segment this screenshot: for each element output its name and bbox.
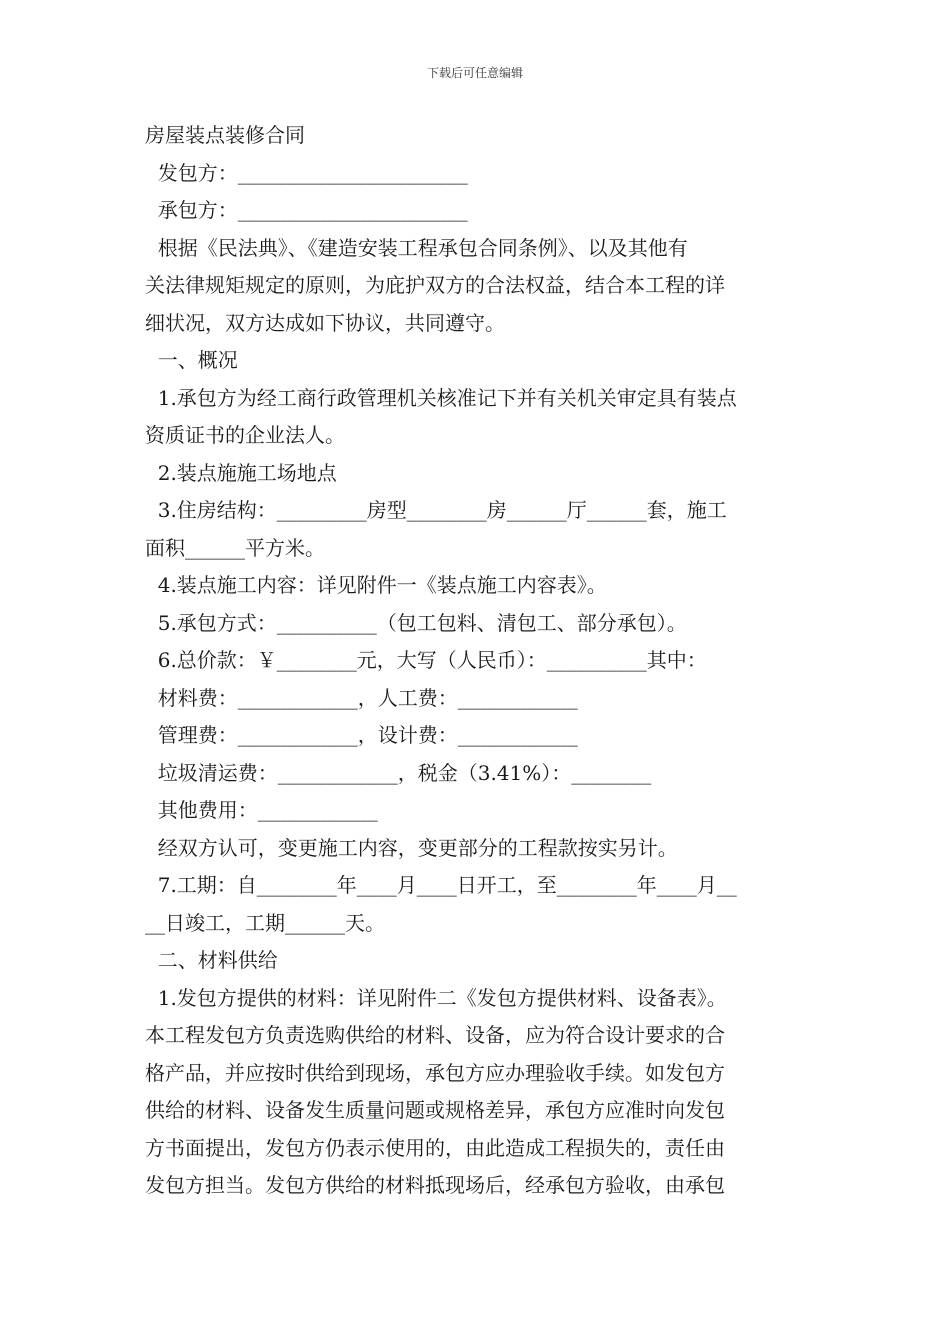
page-header-note: 下载后可任意编辑 [426,66,523,80]
clause-7-line-1: 7.工期：自________年____月____日开工，至________年____月__ [145,873,737,897]
section-heading-overview: 一、概况 [145,348,238,372]
clause-2: 2.装点施施工场地点 [145,460,337,485]
fee-line-materials: 材料费：____________，人工费：____________ [145,685,578,710]
fee-line-management: 管理费：____________，设计费：____________ [145,723,578,747]
clause-3-line-1: 3.住房结构：_________房型________房______厅______套，施工 [145,498,727,522]
contract-title: 房屋装点装修合同 [145,123,305,147]
materials-clause-line-5: 方书面提出，发包方仍表示使用的，由此造成工程损失的，责任由 [145,1135,725,1160]
clause-7-line-2: __日竣工，工期______天。 [145,910,385,935]
materials-clause-line-2: 本工程发包方负责选购供给的材料、设备，应为符合设计要求的合 [145,1023,725,1047]
clause-5: 5.承包方式：__________（包工包料、清包工、部分承包）。 [145,610,687,635]
materials-clause-line-3: 格产品，并应按时供给到现场，承包方应办理验收手续。如发包方 [145,1060,725,1085]
clause-3-line-2: 面积______平方米。 [145,535,325,560]
clause-1-line-2: 资质证书的企业法人。 [145,423,345,447]
materials-clause-line-6: 发包方担当。发包方供给的材料抵现场后，经承包方验收，由承包 [145,1173,725,1197]
contractor-line: 承包方：_______________________ [145,198,468,222]
materials-clause-line-1: 1.发包方提供的材料：详见附件二《发包方提供材料、设备表》。 [145,985,727,1010]
employer-line: 发包方：_______________________ [145,160,468,185]
fee-line-change: 经双方认可，变更施工内容，变更部分的工程款按实另计。 [145,835,678,860]
clause-4: 4.装点施工内容：详见附件一《装点施工内容表》。 [145,573,607,597]
preamble-line-2: 关法律规矩规定的原则，为庇护双方的合法权益，结合本工程的详 [145,273,725,297]
contract-body [145,117,810,1205]
clause-6: 6.总价款：￥________元，大写（人民币）：__________其中： [145,648,707,672]
materials-clause-line-4: 供给的材料、设备发生质量问题或规格差异，承包方应准时向发包 [145,1098,725,1122]
section-heading-materials: 二、材料供给 [145,948,278,972]
preamble-line-1: 根据《民法典》、《建造安装工程承包合同条例》、以及其他有 [145,235,688,260]
fee-line-waste: 垃圾清运费：____________，税金（3.41%）：________ [145,760,652,785]
preamble-line-3: 细状况，双方达成如下协议，共同遵守。 [145,310,505,335]
fee-line-other: 其他费用：____________ [145,798,378,822]
clause-1-line-1: 1.承包方为经工商行政管理机关核准记下并有关机关审定具有装点 [145,385,737,410]
